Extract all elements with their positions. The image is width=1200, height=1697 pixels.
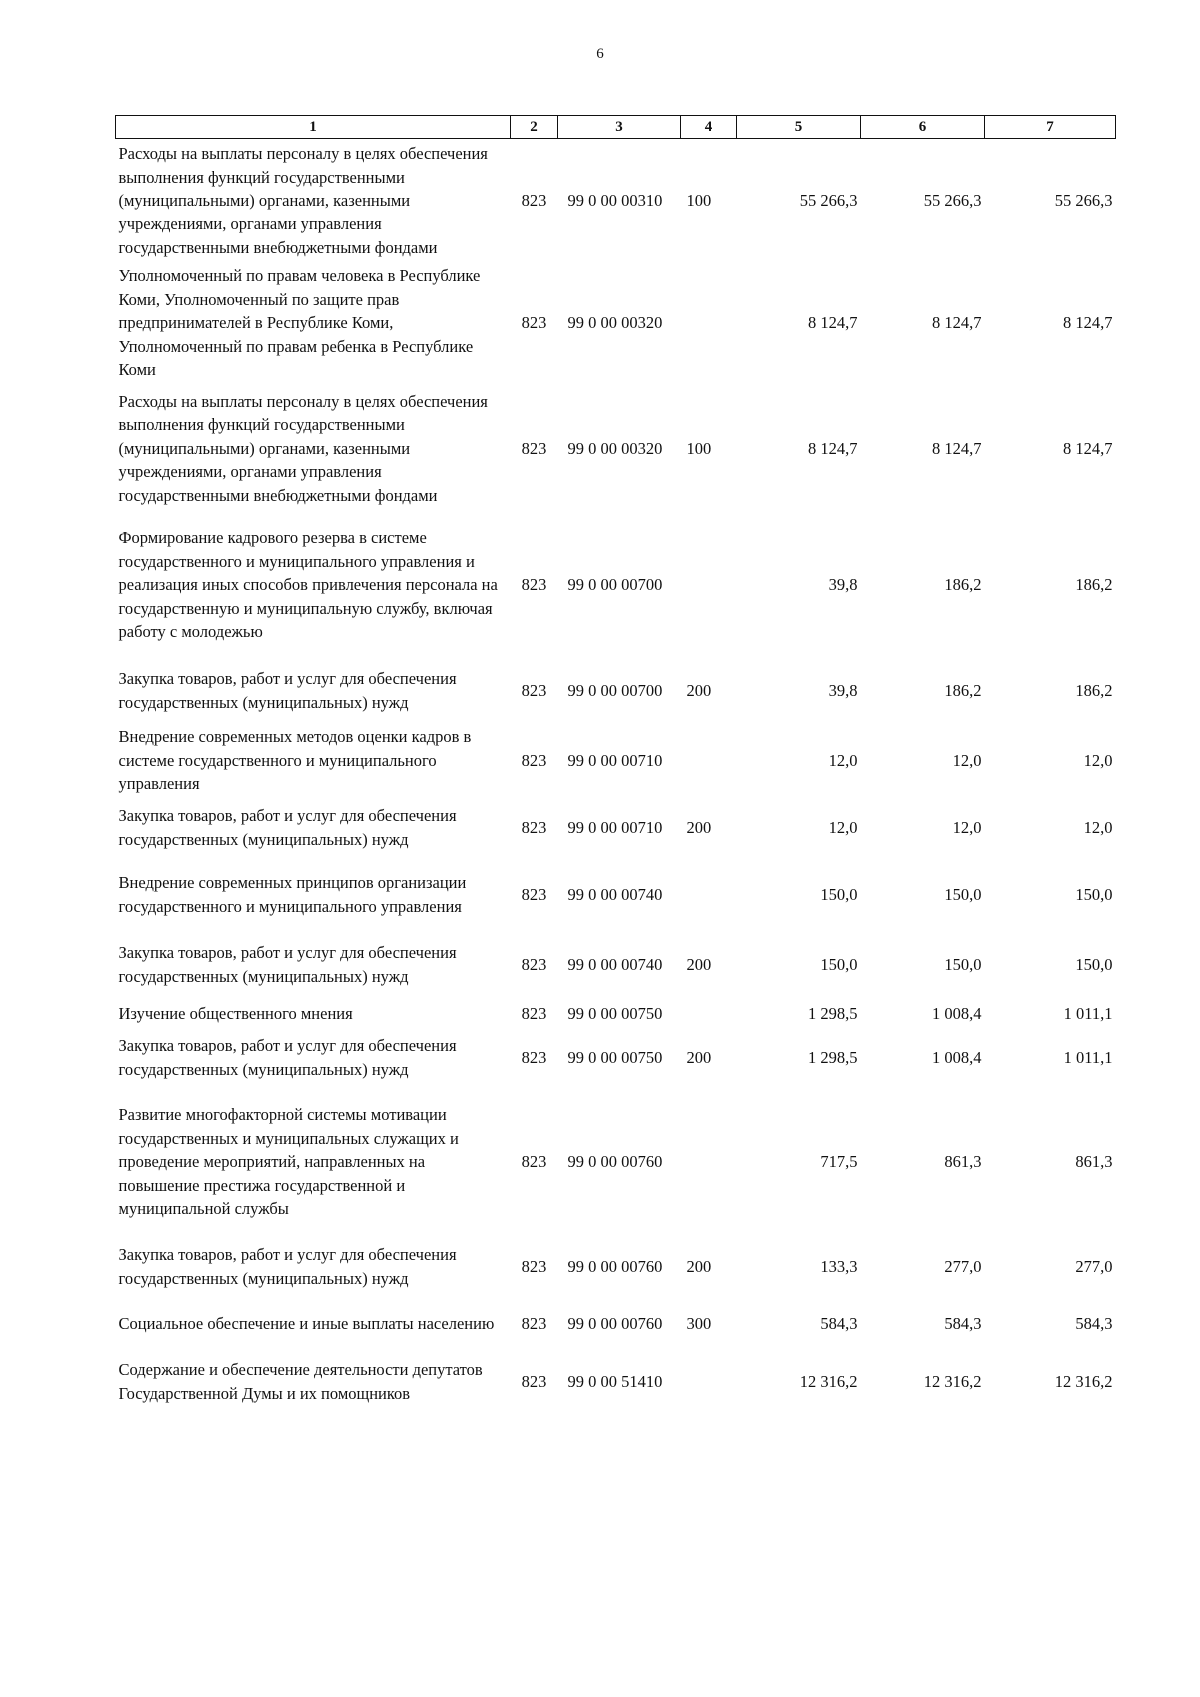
- table-body: [116, 139, 1116, 1412]
- cell-value-6: 1 008,4: [932, 1003, 982, 1023]
- cell-value-6: 186,2: [944, 575, 982, 595]
- cell-name: Закупка товаров, работ и услуг для обеспечения государственных (муниципальных) нужд: [118, 943, 457, 986]
- cell-ministry: 823: [521, 1003, 547, 1023]
- cell-name: Социальное обеспечение и иные выплаты населению: [118, 1313, 495, 1333]
- cell-value-7: 12,0: [1083, 750, 1113, 770]
- cell-value-5: 12,0: [828, 750, 858, 770]
- cell-type: [681, 725, 737, 797]
- cell-type: [681, 1087, 737, 1238]
- cell-value-7: 277,0: [1075, 1256, 1113, 1276]
- cell-value-6: 1 008,4: [932, 1047, 982, 1067]
- cell-value-7: 1 011,1: [1063, 1003, 1113, 1023]
- cell-name: Закупка товаров, работ и услуг для обеспечения государственных (муниципальных) нужд: [118, 1245, 457, 1288]
- cell-type: 100: [686, 191, 712, 211]
- cell-value-5: 150,0: [820, 884, 858, 904]
- cell-target: 99 0 00 00750: [567, 1047, 663, 1067]
- cell-target: 99 0 00 00760: [567, 1152, 663, 1172]
- cell-name: Изучение общественного мнения: [118, 1003, 353, 1023]
- cell-name: Расходы на выплаты персоналу в целях обеспечения выполнения функций государственными (муниципальными) органами, казенными учреждениями, органами управления государственными внебюджетными фондами: [118, 391, 488, 505]
- cell-value-6: 150,0: [944, 954, 982, 974]
- table-row: [116, 859, 1116, 931]
- cell-target: 99 0 00 00310: [567, 191, 663, 211]
- cell-ministry: 823: [521, 191, 547, 211]
- table-row: [116, 139, 1116, 263]
- cell-target: 99 0 00 00740: [567, 884, 663, 904]
- cell-type: 200: [686, 954, 712, 974]
- cell-name: Формирование кадрового резерва в системе государственного и муниципального управления и реализация иных способов привлечения персонала на государственную и муниципальную службу, включая работу с молодежью: [118, 528, 498, 642]
- cell-ministry: 823: [521, 1152, 547, 1172]
- cell-ministry: 823: [521, 438, 547, 458]
- cell-value-7: 186,2: [1075, 575, 1113, 595]
- cell-name: Уполномоченный по правам человека в Республике Коми, Уполномоченный по защите прав предпринимателей в Республике Коми, Уполномоченный по правам ребенка в Республике Коми: [118, 266, 481, 380]
- cell-target: 99 0 00 00760: [567, 1313, 663, 1333]
- cell-target: 99 0 00 51410: [567, 1371, 663, 1391]
- header-col-1: 1: [116, 116, 511, 139]
- cell-ministry: 823: [521, 1047, 547, 1067]
- cell-value-7: 8 124,7: [1063, 313, 1113, 333]
- cell-ministry: 823: [521, 575, 547, 595]
- cell-value-7: 55 266,3: [1054, 191, 1113, 211]
- cell-value-7: 584,3: [1075, 1313, 1113, 1333]
- cell-value-5: 12 316,2: [799, 1371, 858, 1391]
- cell-value-6: 277,0: [944, 1256, 982, 1276]
- cell-value-6: 12 316,2: [923, 1371, 982, 1391]
- cell-ministry: 823: [521, 817, 547, 837]
- cell-ministry: 823: [521, 954, 547, 974]
- table-row: [116, 999, 1116, 1029]
- cell-value-5: 8 124,7: [808, 313, 858, 333]
- cell-value-6: 12,0: [952, 817, 982, 837]
- cell-value-5: 717,5: [820, 1152, 858, 1172]
- cell-value-7: 150,0: [1075, 954, 1113, 974]
- cell-value-6: 8 124,7: [932, 438, 982, 458]
- cell-type: [681, 263, 737, 384]
- cell-name: Внедрение современных методов оценки кадров в системе государственного и муниципального управления: [118, 727, 472, 794]
- cell-value-5: 39,8: [828, 680, 858, 700]
- cell-ministry: 823: [521, 313, 547, 333]
- table-row: [116, 725, 1116, 797]
- cell-target: 99 0 00 00700: [567, 575, 663, 595]
- table-row: [116, 384, 1116, 514]
- cell-name: Содержание и обеспечение деятельности депутатов Государственной Думы и их помощников: [118, 1360, 483, 1403]
- table-row: [116, 1352, 1116, 1412]
- header-col-2: 2: [511, 116, 558, 139]
- cell-target: 99 0 00 00760: [567, 1256, 663, 1276]
- cell-target: 99 0 00 00700: [567, 680, 663, 700]
- header-col-3: 3: [558, 116, 681, 139]
- cell-type: 200: [686, 817, 712, 837]
- cell-value-5: 12,0: [828, 817, 858, 837]
- table-header: [116, 116, 1116, 139]
- page-number: 6: [596, 46, 604, 62]
- cell-ministry: 823: [521, 1256, 547, 1276]
- cell-value-6: 8 124,7: [932, 313, 982, 333]
- cell-type: [681, 999, 737, 1029]
- cell-target: 99 0 00 00750: [567, 1003, 663, 1023]
- cell-target: 99 0 00 00320: [567, 438, 663, 458]
- cell-type: 100: [686, 438, 712, 458]
- cell-value-5: 133,3: [820, 1256, 858, 1276]
- cell-name: Расходы на выплаты персоналу в целях обеспечения выполнения функций государственными (муниципальными) органами, казенными учреждениями, органами управления государственными внебюджетными фондами: [118, 144, 488, 257]
- table-row: [116, 1029, 1116, 1087]
- header-col-5: 5: [737, 116, 861, 139]
- cell-name: Развитие многофакторной системы мотивации государственных и муниципальных служащих и проведение мероприятий, направленных на повышение престижа государственной и муниципальной службы: [118, 1105, 459, 1219]
- cell-value-5: 584,3: [820, 1313, 858, 1333]
- budget-table: [115, 115, 1116, 1412]
- cell-ministry: 823: [521, 750, 547, 770]
- cell-type: 300: [686, 1313, 712, 1333]
- cell-target: 99 0 00 00710: [567, 750, 663, 770]
- cell-target: 99 0 00 00740: [567, 954, 663, 974]
- cell-ministry: 823: [521, 680, 547, 700]
- table-row: [116, 657, 1116, 725]
- header-col-4: 4: [681, 116, 737, 139]
- table-row: [116, 514, 1116, 657]
- cell-value-5: 150,0: [820, 954, 858, 974]
- table-row: [116, 797, 1116, 859]
- cell-name: Закупка товаров, работ и услуг для обеспечения государственных (муниципальных) нужд: [118, 806, 457, 849]
- cell-type: 200: [686, 1256, 712, 1276]
- cell-value-6: 186,2: [944, 680, 982, 700]
- cell-value-7: 186,2: [1075, 680, 1113, 700]
- cell-type: [681, 1352, 737, 1412]
- cell-value-7: 12 316,2: [1054, 1371, 1113, 1391]
- cell-value-5: 8 124,7: [808, 438, 858, 458]
- cell-value-6: 12,0: [952, 750, 982, 770]
- header-row: [116, 116, 1116, 139]
- cell-type: 200: [686, 680, 712, 700]
- cell-value-7: 12,0: [1083, 817, 1113, 837]
- table-row: [116, 931, 1116, 999]
- header-col-7: 7: [985, 116, 1116, 139]
- cell-value-6: 584,3: [944, 1313, 982, 1333]
- cell-target: 99 0 00 00320: [567, 313, 663, 333]
- cell-type: [681, 514, 737, 657]
- cell-ministry: 823: [521, 1371, 547, 1391]
- cell-type: [681, 859, 737, 931]
- cell-value-6: 150,0: [944, 884, 982, 904]
- table-row: [116, 1296, 1116, 1352]
- table-row: [116, 1238, 1116, 1296]
- cell-value-7: 1 011,1: [1063, 1047, 1113, 1067]
- table-row: [116, 263, 1116, 384]
- cell-name: Внедрение современных принципов организации государственного и муниципального управления: [118, 873, 467, 916]
- cell-target: 99 0 00 00710: [567, 817, 663, 837]
- cell-value-7: 150,0: [1075, 884, 1113, 904]
- cell-value-5: 55 266,3: [799, 191, 858, 211]
- cell-ministry: 823: [521, 1313, 547, 1333]
- cell-ministry: 823: [521, 884, 547, 904]
- cell-value-5: 1 298,5: [808, 1047, 858, 1067]
- table-row: [116, 1087, 1116, 1238]
- cell-value-6: 861,3: [944, 1152, 982, 1172]
- cell-type: 200: [686, 1047, 712, 1067]
- cell-value-7: 8 124,7: [1063, 438, 1113, 458]
- cell-value-5: 1 298,5: [808, 1003, 858, 1023]
- header-col-6: 6: [861, 116, 985, 139]
- cell-value-6: 55 266,3: [923, 191, 982, 211]
- cell-name: Закупка товаров, работ и услуг для обеспечения государственных (муниципальных) нужд: [118, 1036, 457, 1079]
- cell-value-7: 861,3: [1075, 1152, 1113, 1172]
- cell-value-5: 39,8: [828, 575, 858, 595]
- cell-name: Закупка товаров, работ и услуг для обеспечения государственных (муниципальных) нужд: [118, 669, 457, 712]
